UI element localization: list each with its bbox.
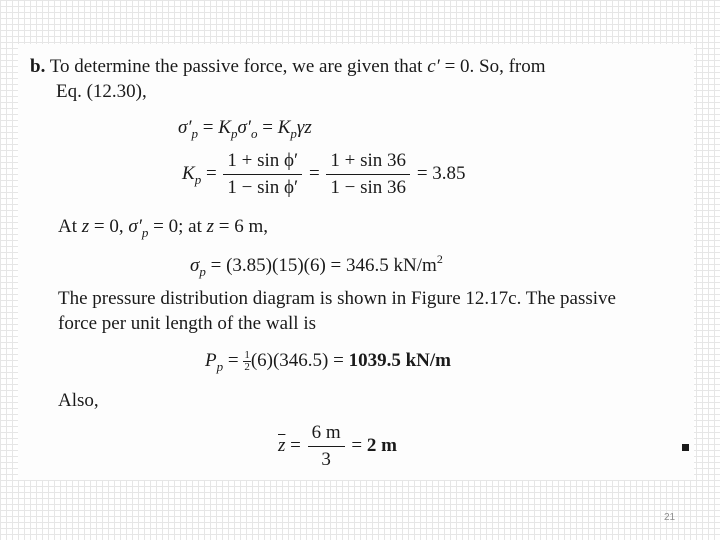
part-label: b. (30, 56, 46, 77)
equation-passive-pressure: $\sigma'_p = K_p\sigma'_o = K_p\gamma z$ (178, 117, 312, 141)
kp-result: = 3.85 (416, 162, 466, 184)
equation-reference: Eq. (12.30), (56, 81, 147, 102)
paragraph-line-1 (30, 56, 546, 78)
paragraph-2-line-1: The pressure distribution diagram is shown in Figure 12.17c. The passive (58, 288, 616, 309)
z-bar-result: 2 m (366, 434, 397, 456)
end-of-proof-square-icon (682, 444, 689, 451)
fraction-kp-symbolic: $\frac{\text{1 + sin ϕ′}}{\text{1 − sin ϕ′}}$ (223, 150, 302, 199)
equation-sigma-p-value: $\sigma_p = (3.85)(15)(6) = 346.5$ $kN/m^2$ (190, 252, 443, 279)
paragraph-line-2 (56, 81, 147, 103)
page-number: 21 (664, 512, 676, 523)
passive-force-result: 1039.5 kN/m (348, 350, 452, 371)
fraction-z-bar: $\frac{6 m}{3}$ (308, 422, 345, 471)
intro-text: To determine the passive force, we are given that (49, 56, 423, 77)
equation-passive-force: $P_p$ = $\frac{1}{2}$ (6)(346.5) = 1039.5 kN/m (205, 349, 452, 374)
also-text: Also, (58, 390, 99, 411)
c-prime-symbol: c′ (427, 56, 440, 77)
fraction-one-half: $\frac{1}{2}$ (244, 349, 250, 374)
paragraph-2-line-2: force per unit length of the wall is (58, 313, 317, 334)
boundary-conditions-line: At z = 0, $\sigma'_p = 0$; at z = 6 m, (58, 216, 269, 240)
intro-text-end: = 0. So, from (444, 56, 546, 77)
equation-z-bar: $\overline{z}$ = $\frac{6 m}{3}$ = 2 m (278, 422, 397, 470)
fraction-kp-numeric: $\frac{1 + \sin 36}{1 - \sin 36}$ (326, 150, 410, 199)
equation-kp: $K_p$ = $\frac{\text{1 + sin ϕ′}}{\text{1 − sin ϕ′}}$ = $\frac{1 + \sin 36}{1 - \sin 36}$ = 3.85 (182, 150, 466, 198)
